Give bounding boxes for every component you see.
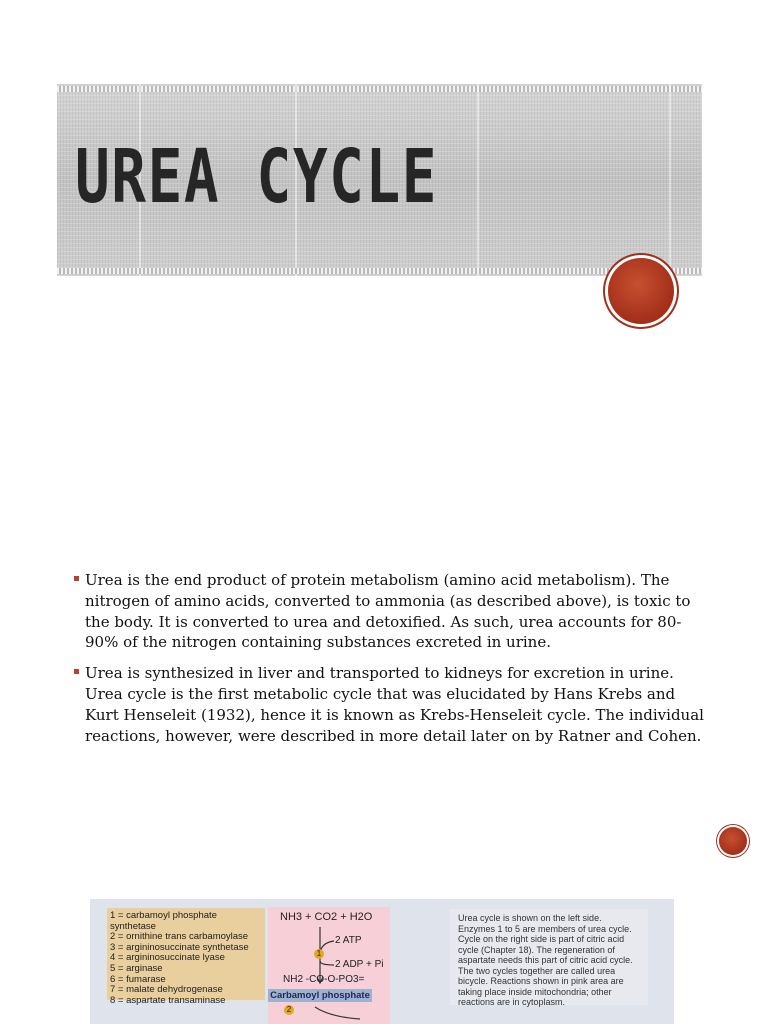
legend-item: 8 = aspartate transaminase (110, 994, 226, 1006)
carbamoyl-phosphate-box: Carbamoyl phosphate (268, 989, 372, 1002)
diagram-note: Urea cycle is shown on the left side. Enzymes 1 to 5 are members of urea cycle. Cycle on the right side is part of citric acid cycle (Chapter 18). The regeneration of aspartate needs this part of citric acid cycle. The two cycles together are called urea bicycle. Reactions shown in pink area are taking place inside mitochondria; other reactions are in cytoplasm. (450, 909, 648, 1005)
step-badge: 2 (284, 1005, 294, 1015)
band-divider (477, 84, 479, 276)
title-band-stripe-top (57, 86, 702, 92)
urea-cycle-diagram (90, 899, 674, 1024)
legend-item: 2 = ornithine trans carbamoylase (110, 931, 249, 943)
bullet-text: Urea is synthesized in liver and transported to kidneys for excretion in urine. Urea cycle is the first metabolic cycle that was elucidated by Hans Krebs and Kurt Henseleit (1932), hence it is known as Krebs-Henseleit cycle. The individual reactions, however, were described in more detail later on by Ratner and Cohen. (85, 664, 704, 745)
bullet-list (74, 570, 704, 756)
legend-item: 4 = argininosuccinate lyase (110, 952, 225, 964)
step-badge: 1 (314, 949, 324, 959)
decorative-circle-small (719, 827, 747, 855)
bullet-marker (74, 576, 79, 581)
title-band-stripe-bottom (57, 268, 702, 274)
legend-item: 1 = carbamoyl phosphate synthetase (110, 910, 217, 932)
atp-label: 2 ATP (335, 935, 362, 946)
legend-item: 7 = malate dehydrogenase (110, 984, 223, 996)
bullet-text: Urea is the end product of protein metabolism (amino acid metabolism). The nitrogen of amino acids, converted to ammonia (as described above), is toxic to the body. It is converted to urea and detoxified. As such, urea accounts for 80-90% of the nitrogen containing substances excreted in urine. (85, 571, 691, 652)
legend-item: 6 = fumarase (110, 973, 166, 985)
list-item (74, 570, 704, 653)
decorative-circle-large (608, 258, 674, 324)
slide-title: UREA CYCLE (75, 134, 439, 220)
legend-item: 5 = arginase (110, 962, 163, 974)
reaction-equation: NH3 + CO2 + H2O (280, 911, 373, 923)
legend-item: 3 = argininosuccinate synthetase (110, 941, 249, 953)
bullet-marker (74, 669, 79, 674)
product-formula: NH2 -CO-O-PO3= (283, 974, 365, 985)
list-item (74, 663, 704, 746)
adp-label: 2 ADP + Pi (335, 959, 384, 970)
title-band (57, 84, 702, 276)
band-divider (669, 84, 671, 276)
